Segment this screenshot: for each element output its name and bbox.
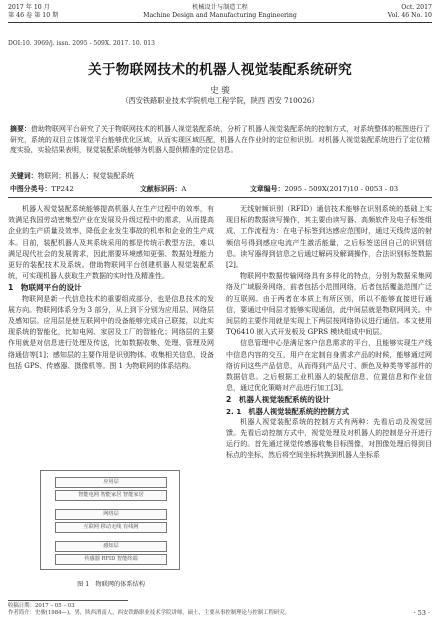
fig-box-perception-items: 传感器 RFID 智能终端 bbox=[55, 554, 167, 565]
gateway-paragraph: 物联网中数据传输网络具有多样化的特点，分别为数据采集网络及广域服务网络，前者包括小范围网络，后者包括覆盖范围广泛的互联网。由于两者在本质上有所区别，所以不能够直接进行通信，要通过中间层才能够实现通信，此中间层就是物联网网关。中间层的主要作用就是实现上下两层按网络协议进行通信。本文使用 TQ6410 嵌入式开发板及 GPRS 模块组成中间层。 bbox=[226, 272, 432, 337]
clc-label: 中图分类号： bbox=[10, 185, 52, 193]
page-number: · 53 · bbox=[413, 609, 430, 617]
doi[interactable]: DOI:10. 3969/j. issn. 2095 - 509X. 2017. 10. 013 bbox=[8, 40, 155, 47]
section-1-heading: 1 物联网平台的设计 bbox=[8, 283, 82, 293]
keywords-label: 关键词： bbox=[10, 172, 38, 180]
journal-name-en: Machine Design and Manufacturing Engineering bbox=[143, 12, 297, 19]
header-center bbox=[8, 4, 432, 20]
section-2-heading: 2 机器人视觉装配系统的设计 bbox=[226, 395, 331, 405]
article-number bbox=[250, 183, 398, 193]
section-1-paragraph: 物联网是新一代信息技术的重要组成部分，也是信息技术的发展方向。物联网体系分为 3 部分，从上到下分别为应用层、网络层及感知层。应用层是使互联网中的设备能够完成自己联接，以此实现系统的智能化，比如电网、家居及工厂的智能化；网络层的主要作用就是对信息进行处理及传送，比如数据收集、处理、管理及网络通信等[1]；感知层的主要作用是识别物体、收集相关信息，设备包括 GPS、传感器、摄像机等。图 1 为物联网的体系结构。 bbox=[8, 294, 214, 370]
clc-value: TP242 bbox=[51, 185, 74, 193]
fig-box-network-layer: 网络层 bbox=[55, 509, 167, 520]
footnote-rule bbox=[8, 600, 128, 601]
volume-cn: 第 46 卷 第 10 期 bbox=[8, 12, 59, 19]
control-mode-paragraph: 机器人视觉装配系统的控制方式有两种：先看后动及视觉回馈。先看后动控制方式中，视觉处理及对机器人的控制是分开进行运行的。首先通过视觉传感器收集目标图像，对图像处理后得到目标点的坐标，然后将空间坐标转换到机器人坐标系 bbox=[226, 417, 432, 460]
left-column bbox=[8, 204, 214, 372]
issue-date-cn: 2017 年 10 月 bbox=[8, 4, 50, 11]
fig-box-application-layer: 应用层 bbox=[55, 477, 167, 488]
section-2-1-heading: 2. 1 机器人视觉装配系统的控制方式 bbox=[226, 406, 350, 416]
art-value: 2095 - 509X(2017)10 - 0053 - 03 bbox=[284, 185, 399, 193]
right-column bbox=[226, 204, 432, 462]
header-right bbox=[388, 4, 432, 20]
keywords bbox=[10, 170, 430, 180]
journal-name-cn: 机械设计与制造工程 bbox=[192, 4, 248, 11]
abstract-label: 摘要： bbox=[10, 125, 32, 133]
abstract bbox=[10, 124, 430, 156]
keywords-text: 物联网；机器人；视觉装配系统 bbox=[37, 172, 135, 180]
header-rule bbox=[8, 22, 432, 23]
affiliation: （西安铁路职业技术学院机电工程学院，陕西 西安 710026） bbox=[121, 96, 319, 105]
volume-en: Vol. 46 No. 10 bbox=[387, 12, 432, 19]
figure-1-iot-architecture bbox=[40, 470, 180, 570]
issue-date-en: Oct. 2017 bbox=[401, 4, 432, 11]
fig-box-perception-layer: 感知层 bbox=[55, 541, 167, 552]
figure-1-caption: 图 1 物联网的体系结构 bbox=[77, 581, 145, 588]
document-code bbox=[140, 183, 186, 193]
running-header bbox=[8, 4, 432, 28]
intro-paragraph: 机器人视觉装配系统能够提高机器人在生产过程中的效率，有效满足我国劳动密集型产业在发展及升级过程中的需求，从而提高企业的生产质量及效率，降低企业发生事故的机率和企业的生产成本。目前，装配机器人及其系统采用的都是传统示教型方法，难以满足现代社会的发展需求，因此需要环境感知更强、数据处理能力更好的装配技术及系统。借助物联网平台创建机器人视觉装配系统，可实现机器人获取生产数据的实时性及精准性。 bbox=[8, 205, 214, 281]
rfid-paragraph: 无线射频识别（RFID）通信技术能够在识别系统的基础上实现目标的数据读写操作，其主要由读写器、高频软件及电子标签组成，工作流程为：在电子标签到达感应范围时，通过天线传送的射频信号得到感应电流产生激活能量，之后标签送回自己的识别信息。读写器得到信息之后通过解码及解调操作，合法识别标签数据[2]。 bbox=[226, 205, 432, 270]
footnote bbox=[8, 603, 432, 617]
paper-title: 关于物联网技术的机器人视觉装配系统研究 bbox=[88, 62, 352, 78]
fig-box-network-items: 互联网 移动无线 有线网 bbox=[55, 522, 167, 533]
author: 史 骏 bbox=[210, 86, 230, 96]
divider bbox=[8, 197, 432, 198]
received-date: 收稿日期：2017 – 05 – 03 bbox=[8, 603, 75, 609]
doc-label: 文献标识码： bbox=[140, 185, 182, 193]
fig-box-application-items: 智能电网 智能家居 智能家居 bbox=[55, 490, 167, 501]
clc-code bbox=[10, 183, 74, 193]
author-bio: 作者简介：史骏(1984—)，男，陕西渭南人，西安铁路职业技术学院讲师，硕士，主要从事控制理论与控制工程研究。 bbox=[8, 610, 291, 616]
doc-value: A bbox=[181, 185, 187, 193]
art-label: 文章编号： bbox=[250, 185, 285, 193]
info-center-paragraph: 信息管理中心是满足客户信息需求的平台，且能够实现生产线中信息内容的交互，用户在定制自身需求产品的时候，能够通过网络访问这些产品信息，从而得到产品尺寸、颜色及种类等零部件的数据信息。之后根据工业机器人的装配信息，位置信息和作业信息，通过优化策略对产品进行加工[3]。 bbox=[226, 339, 432, 393]
abstract-text: 借助物联网平台研究了关于物联网技术的机器人视觉装配系统，分析了机器人视觉装配系统的控制方式，对系统整体的框图进行了研究，系统的双目立体视觉平台能够优化区域，从而实现区域匹配，机器人在作业时的定位和识别。对机器人视觉装配系统进行了定位精度实验，实验结果表明，视觉装配系统能够为机器人提供精准的定位信息。 bbox=[10, 125, 431, 155]
